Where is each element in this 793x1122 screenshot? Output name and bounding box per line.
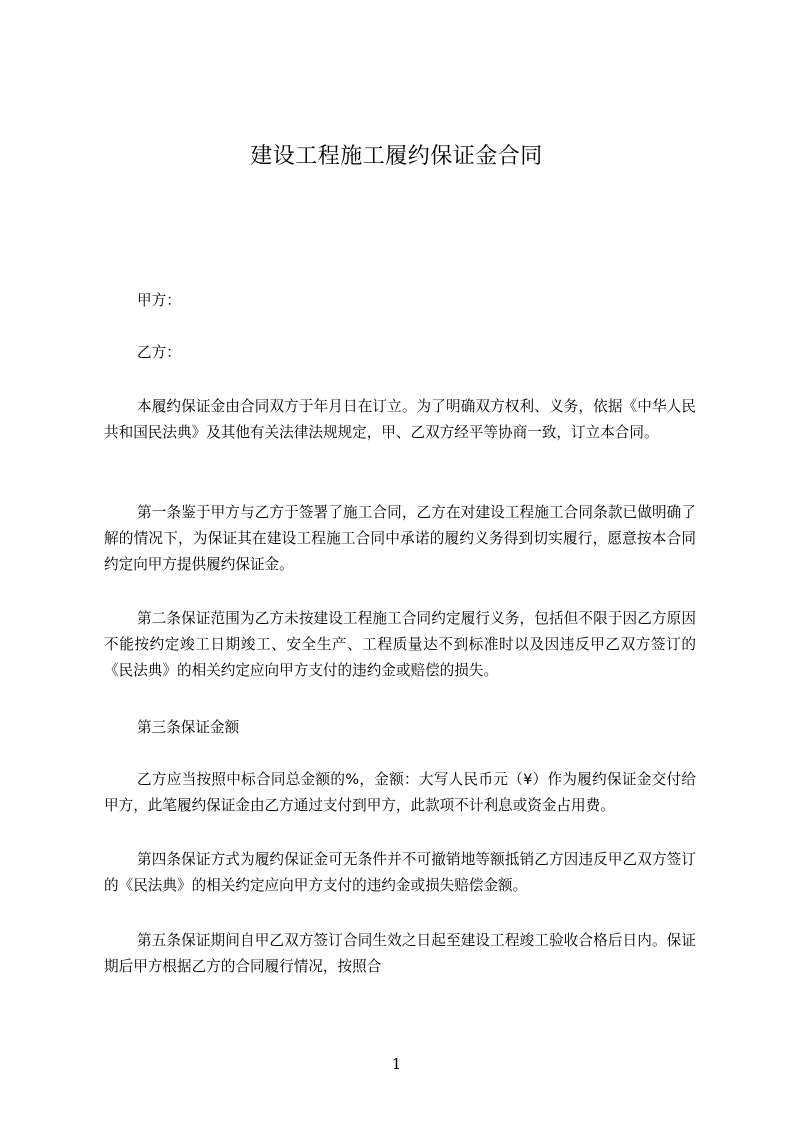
article-1-paragraph: 第一条鉴于甲方与乙方于签署了施工合同，乙方在对建设工程施工合同条款已做明确了解的情况下，为保证其在建设工程施工合同中承诺的履约义务得到切实履行，愿意按本合同约定向甲方提供履约保证金。 bbox=[104, 504, 696, 573]
page-number: 1 bbox=[391, 1055, 402, 1073]
article-3-heading: 第三条保证金额 bbox=[137, 719, 240, 736]
document-title: 建设工程施工履约保证金合同 bbox=[250, 144, 543, 169]
article-3-paragraph: 乙方应当按照中标合同总金额的%，金额：大写人民币元（¥）作为履约保证金交付给甲方，此笔履约保证金由乙方通过支付到甲方，此款项不计利息或资金占用费。 bbox=[104, 771, 696, 814]
article-5-paragraph: 第五条保证期间自甲乙双方签订合同生效之日起至建设工程竣工验收合格后日内。保证期后甲方根据乙方的合同履行情况，按照合 bbox=[104, 932, 696, 975]
party-a-label: 甲方： bbox=[137, 292, 181, 309]
party-b-label: 乙方： bbox=[137, 344, 181, 361]
article-2-paragraph: 第二条保证范围为乙方未按建设工程施工合同约定履行义务，包括但不限于因乙方原因不能按约定竣工日期竣工、安全生产、工程质量达不到标准时以及因违反甲乙双方签订的《民法典》的相关约定应向甲方支付的违约金或赔偿的损失。 bbox=[104, 610, 696, 679]
article-4-paragraph: 第四条保证方式为履约保证金可无条件并不可撤销地等额抵销乙方因违反甲乙双方签订的《民法典》的相关约定应向甲方支付的违约金或损失赔偿金额。 bbox=[104, 851, 696, 894]
preamble-paragraph: 本履约保证金由合同双方于年月日在订立。为了明确双方权利、义务，依据《中华人民共和国民法典》及其他有关法律法规规定，甲、乙双方经平等协商一致，订立本合同。 bbox=[104, 398, 696, 441]
